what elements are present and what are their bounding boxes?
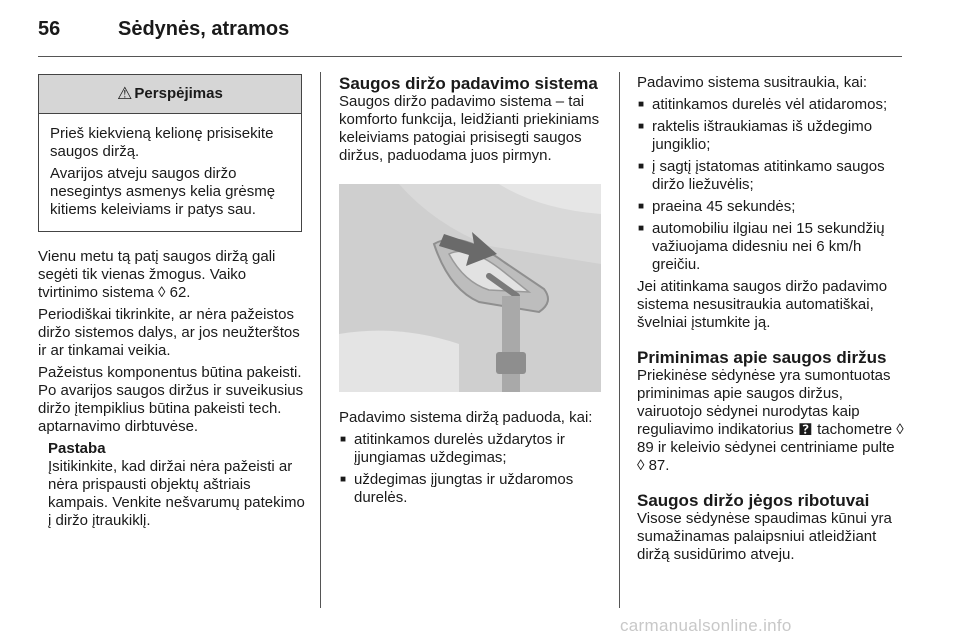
belt-presenter-intro: Saugos diržo padavimo sistema – tai komforto funkcija, leidžianti priekiniams keleiviams patogiai prisisegti saugos diržus, paduodama juos pirmyn.	[339, 93, 600, 164]
list-item: ■ praeina 45 sekundės;	[637, 198, 905, 216]
present-conditions-list	[339, 431, 605, 507]
warning-title: Perspėjimas	[134, 85, 223, 102]
paragraph-inspect: Periodiškai tikrinkite, ar nėra pažeistos diržo sistemos dalys, ar jos neužterštos ir ar tinkamai veikia.	[38, 306, 300, 359]
column-2	[339, 74, 605, 511]
column-3	[637, 74, 905, 568]
section-title-belt-presenter: Saugos diržo padavimo sistema	[339, 74, 598, 93]
note-text: Įsitikinkite, kad diržai nėra pažeisti ar nėra prispausti objektų aštriais kampais. Venkite nešvarumų patekimo į diržo įtraukiklį.	[48, 458, 305, 529]
page-title: Sėdynės, atramos	[118, 18, 290, 40]
header-rule	[38, 56, 902, 57]
list-item: ■ atitinkamos durelės uždarytos ir įjungiamas uždegimas;	[339, 431, 605, 467]
belt-presenter-illustration	[339, 184, 601, 392]
page-number: 56	[38, 18, 61, 40]
belt-reminder-text: Priekinėse sėdynėse yra sumontuotas priminimas apie saugos diržus, vairuotojo sėdynei nurodytas kaip reguliavimo indikatorius 🯄 tachometre ◊ 89 ir keleivio sėdynei centriniame pulte ◊ 87.	[637, 367, 904, 474]
section-title-force-limiters: Saugos diržo jėgos ribotuvai	[637, 491, 870, 510]
retract-conditions-list	[637, 96, 905, 274]
warning-body	[39, 114, 301, 231]
retract-intro: Padavimo sistema susitraukia, kai:	[637, 74, 868, 91]
list-item: ■ raktelis ištraukiamas iš uždegimo jungiklio;	[637, 118, 905, 154]
warning-text-2: Avarijos atveju saugos diržo nesegintys asmenys kelia grėsmę kitiems keleiviams ir patys sau.	[50, 165, 276, 218]
force-limiters-text: Visose sėdynėse spaudimas kūnui yra sumažinamas palaipsniui atleidžiant diržą susidūrimo atveju.	[637, 510, 892, 563]
column-1	[38, 74, 306, 530]
warning-text-1: Prieš kiekvieną kelionę prisisekite saugos diržą.	[50, 125, 274, 160]
retract-outro: Jei atitinkama saugos diržo padavimo sistema nesusitraukia automatiškai, švelniai įstumkite ją.	[637, 278, 888, 331]
paragraph-one-person: Vienu metu tą patį saugos diržą gali segėti tik vienas žmogus. Vaiko tvirtinimo sistema ◊ 62.	[38, 248, 276, 301]
note-title: Pastaba	[48, 440, 106, 457]
list-item: ■ į sagtį įstatomas atitinkamo saugos diržo liežuvėlis;	[637, 158, 905, 194]
note-block	[38, 440, 306, 530]
belt-presenter-drawing	[339, 184, 601, 392]
column-divider-1	[320, 72, 321, 608]
paragraph-replace: Pažeistus komponentus būtina pakeisti. Po avarijos saugos diržus ir suveikusius diržo įtempiklius būtina pakeisti tech. aptarnavimo dirbtuvėse.	[38, 364, 304, 435]
belt-presenter-when: Padavimo sistema diržą paduoda, kai:	[339, 409, 593, 426]
list-item: ■ uždegimas įjungtas ir uždaromos durelės.	[339, 471, 605, 507]
warning-box	[38, 74, 302, 232]
warning-header	[39, 75, 301, 114]
list-item: ■ automobiliu ilgiau nei 15 sekundžių važiuojama didesniu nei 6 km/h greičiu.	[637, 220, 905, 274]
column-divider-2	[619, 72, 620, 608]
list-item: ■ atitinkamos durelės vėl atidaromos;	[637, 96, 905, 114]
section-title-belt-reminder: Priminimas apie saugos diržus	[637, 348, 887, 367]
watermark: carmanualsonline.info	[620, 616, 792, 635]
warning-triangle-icon: ⚠	[117, 84, 133, 103]
